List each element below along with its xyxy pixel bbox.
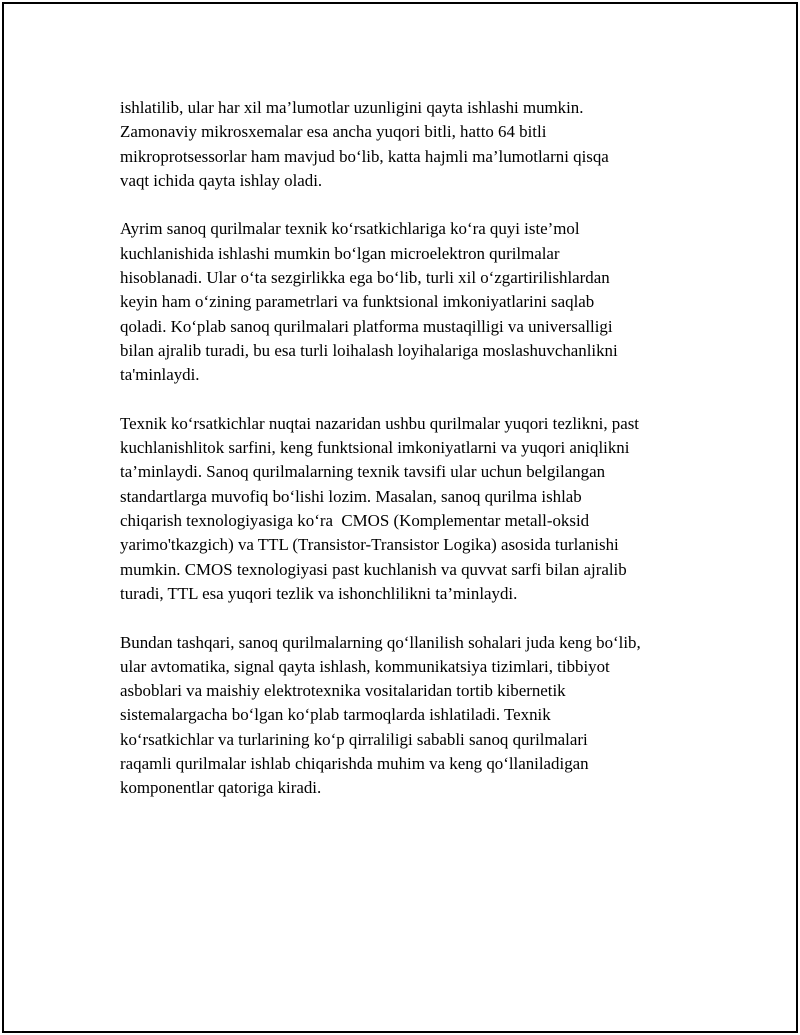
text-line: ishlatilib, ular har xil ma’lumotlar uzunligini qayta ishlashi mumkin.: [120, 98, 584, 117]
text-line: sistemalargacha bo‘lgan ko‘plab tarmoqlarda ishlatiladi. Texnik: [120, 705, 551, 725]
text-line: kuchlanishida ishlashi mumkin bo‘lgan microelektron qurilmalar: [120, 243, 560, 263]
text-line: Texnik ko‘rsatkichlar nuqtai nazaridan ushbu qurilmalar yuqori tezlikni, past: [120, 413, 639, 433]
text-line: ta'minlaydi.: [120, 365, 200, 385]
text-line: turadi, TTL esa yuqori tezlik va ishonchlilikni ta’minlaydi.: [120, 583, 518, 603]
paragraph-1: [120, 96, 700, 193]
text-line: mikroprotsessorlar ham mavjud bo‘lib, katta hajmli ma’lumotlarni qisqa: [120, 146, 609, 166]
text-line: hisoblanadi. Ular o‘ta sezgirlikka ega bo‘lib, turli xil o‘zgartirilishlardan: [120, 268, 610, 288]
text-line: Zamonaviy mikrosxemalar esa ancha yuqori bitli, hatto 64 bitli: [120, 122, 547, 142]
text-line: keyin ham o‘zining parametrlari va funktsional imkoniyatlarini saqlab: [120, 292, 595, 312]
text-line: chiqarish texnologiyasiga ko‘ra CMOS (Komplementar metall-oksid: [120, 511, 590, 531]
text-line: raqamli qurilmalar ishlab chiqarishda muhim va keng qo‘llaniladigan: [120, 754, 589, 774]
text-line: kuchlanishlitok sarfini, keng funktsional imkoniyatlarni va yuqori aniqlikni: [120, 438, 630, 458]
text-line: yarimo'tkazgich) va TTL (Transistor-Transistor Logika) asosida turlanishi: [120, 535, 619, 555]
text-line: ta’minlaydi. Sanoq qurilmalarning texnik tavsifi ular uchun belgilangan: [120, 462, 606, 482]
paragraph-3: [120, 412, 700, 606]
text-line: asboblari va maishiy elektrotexnika vositalaridan tortib kibernetik: [120, 681, 566, 701]
text-line: qoladi. Ko‘plab sanoq qurilmalari platforma mustaqilligi va universalligi: [120, 316, 613, 336]
page-frame: [2, 2, 798, 1033]
text-line: mumkin. CMOS texnologiyasi past kuchlanish va quvvat sarfi bilan ajralib: [120, 559, 627, 579]
document-body: [120, 96, 700, 825]
paragraph-2: [120, 217, 700, 387]
text-line: komponentlar qatoriga kiradi.: [120, 778, 322, 798]
text-line: standartlarga muvofiq bo‘lishi lozim. Masalan, sanoq qurilma ishlab: [120, 486, 582, 506]
text-line: ko‘rsatkichlar va turlarining ko‘p qirraliligi sababli sanoq qurilmalari: [120, 729, 588, 749]
text-line: vaqt ichida qayta ishlay oladi.: [120, 170, 323, 190]
text-line: bilan ajralib turadi, bu esa turli loihalash loyihalariga moslashuvchanlikni: [120, 340, 618, 360]
text-line: Ayrim sanoq qurilmalar texnik ko‘rsatkichlariga ko‘ra quyi iste’mol: [120, 219, 580, 239]
paragraph-4: [120, 631, 700, 801]
text-line: ular avtomatika, signal qayta ishlash, kommunikatsiya tizimlari, tibbiyot: [120, 656, 610, 676]
text-line: Bundan tashqari, sanoq qurilmalarning qo‘llanilish sohalari juda keng bo‘lib,: [120, 632, 641, 652]
